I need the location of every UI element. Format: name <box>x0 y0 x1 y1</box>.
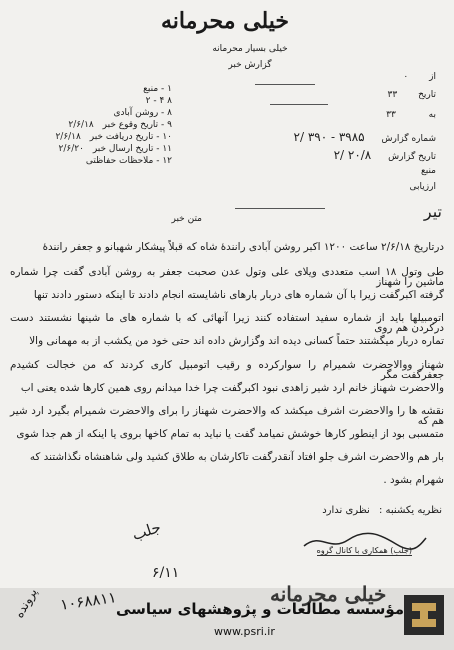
body-line-7: والاحضرت شهناز خانم ارد شیر زاهدی نبود اکبرگفت چرا خدا میدانم روی همین کارها شده یعنی اب <box>20 382 444 394</box>
body-line-9: متمسبی بود از اینطور کارها خوشش نمیامد گفت یا نباید به تمام کاخها بروی یا اینکه از هم جدا شوی <box>16 428 444 440</box>
analysis-line: نظریه یکشنبه : نظری ندارد <box>322 505 442 516</box>
bottom-classification-stamp: خیلی محرمانه <box>270 582 387 606</box>
body-line-10: بار هم والاحضرت اشرف جلو افتاد آنقدرگفت تاکارشان به طلاق کشید ولی شاهنشاه نگذاشتند که <box>29 451 444 463</box>
classification-title: خیلی محرمانه <box>160 8 290 34</box>
header-evaluation: ارزیابی <box>409 182 436 192</box>
institute-watermark: مؤسسه مطالعات و پژوهشهای سیاسی <box>116 600 405 618</box>
subtitle-secret: خیلی بسیار محرمانه <box>212 44 288 54</box>
institute-logo-icon <box>404 595 444 635</box>
header-left-1: ۱ - منبع <box>143 84 172 94</box>
signature-note: (جلب) همکاری با کانال گروه <box>316 546 412 555</box>
header-report-number: شماره گزارش ۳۹۸۵ - ۳۹۰ /۲ <box>293 130 436 144</box>
header-report-date: تاریخ گزارش ۲۰/۸ /۲ <box>333 148 436 162</box>
margin-scribble: پرونده <box>11 585 40 621</box>
website-watermark: www.psri.ir <box>214 625 275 638</box>
divider-3 <box>235 208 325 209</box>
file-number: ۱۰۶۸۸۱۱ <box>59 588 118 614</box>
header-to: به ۳۳ <box>386 110 436 120</box>
body-line-1: درتاریخ ۲/۶/۱۸ ساعت ۱۲۰۰ اکبر روشن آبادی رانندهٔ شاه که قبلاً پیشکار شهبانو و جعفر رانندهٔ <box>42 241 444 253</box>
signature-mark <box>300 530 430 554</box>
header-date: تاریخ ۳۳ <box>387 90 436 100</box>
handwritten-mark: تیر <box>423 202 442 221</box>
body-line-3: گرفته اکبرگفت زیرا با آن شماره های دربار بارهای ناشایسته انجام دادند تا اینکه دستور دادند تنها <box>33 289 444 301</box>
header-left-6: ۱۱ - تاریخ ارسال خبر ۲/۶/۲۰ <box>58 144 172 154</box>
body-line-2: طی وتول ۱۸ اسب متعددی ویلای علی وتول عدن صحبت جعفر به روشن آبادی گفت چرا شماره ماشین را شهناز <box>10 266 444 289</box>
header-left-3: ۸ - روشن آبادی <box>113 108 172 118</box>
body-line-11: شهرام بشود . <box>383 474 444 486</box>
body-line-5: تماره دربار میگشتند حتماً کسانی دیده اند وگزارش داده اند حتی خود من یکشب از به مهمانی والا <box>29 335 444 347</box>
divider-2 <box>270 104 328 105</box>
divider-1 <box>255 84 315 85</box>
header-left-7: ۱۲ - ملاحظات حفاظتی <box>85 156 172 166</box>
body-line-8: نقشه ها را والاحضرت اشرف میکشد که والاحضرت شهناز را برای والاحضرت شمیرام بگیرد ارد شیر هم که <box>10 405 444 428</box>
header-left-4: ۹ - تاریخ وقوع خبر ۲/۶/۱۸ <box>68 120 172 130</box>
handwritten-note: جلب <box>129 517 164 545</box>
header-from: از ۰ <box>403 72 436 82</box>
subtitle-report: گزارش خبر <box>228 60 272 70</box>
header-left-2: ۲ - ۴ ۸ <box>145 96 172 106</box>
body-line-6: شهناز ووالاحضرت شمیرام را سوارکرده و رقیب اتومبیل کاری کردند که من خجالت کشیدم جعفرگفت مگر <box>10 359 444 382</box>
header-source: منبع <box>420 166 436 176</box>
body-line-4: اتومبیلها باید از شماره سفید استفاده کنند زیرا آنهائی که با شماره های ما شینها نشستند دست درکردن هم روی <box>10 312 444 335</box>
header-left-5: ۱۰ - تاریخ دریافت خبر ۲/۶/۱۸ <box>55 132 172 142</box>
section-label: متن خبر <box>171 214 202 224</box>
handwritten-date: ۶/۱۱ <box>152 565 180 581</box>
